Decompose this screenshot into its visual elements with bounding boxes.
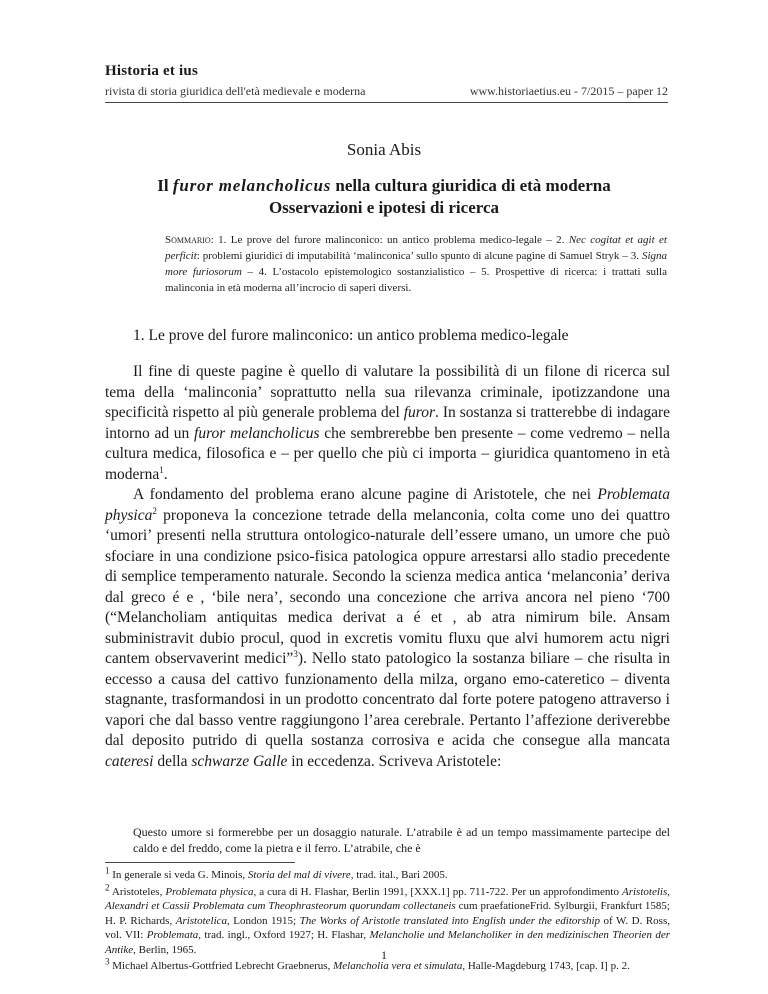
footnote-italic: Melancholie und Melancholiker in den medizinischen Theorien der Antike: [105, 929, 670, 956]
footnote-italic: Melancholia vera et simulata: [333, 960, 463, 972]
section-heading: 1. Le prove del furore malinconico: un antico problema medico-legale: [133, 327, 569, 344]
p1-text-c: che sembrerebbe ben presente – come vedremo – nella cultura medica, filosofica e – per quello che più ci importa – giuridica quantomeno in età moderna: [105, 424, 670, 483]
footnote-1: [105, 865, 670, 883]
footnote-text: , Halle-Magdeburg 1743, [cap. I] p. 2.: [462, 960, 630, 972]
page-number: 1: [381, 948, 387, 962]
p2-text-b: proponeva la concezione tetrade della melanconia, colta come uno dei quattro ‘umori’ presenti nella struttura ontologico-naturale dell’essere umano, un umore che può sfociare in una condizione psico-fisica patologica oppure arrestarsi allo stadio precedente di semplice temperamento naturale. Secondo la scienza medica antica ‘melanconia’ deriva dal greco é e , ‘bile nera’, secondo una concezione che arriva ancora nel pieno ‘700 (“Melancholiam antiquitas medica derivat a é et , ab atra nimirum bile. Ansam subministravit dubio procul, quod in excretis vomitu fluxu que alvi humorem actu nigri cantem observaverint medici”: [105, 506, 670, 667]
footnote-italic: Aristotelis, Alexandri et Cassii Problemata cum Theophrasteorum quorundam collectaneis: [105, 885, 670, 912]
header-divider: [105, 102, 668, 103]
paper-subtitle: Osservazioni e ipotesi di ricerca: [268, 198, 500, 217]
footnote-italic: The Works of Aristotle translated into English under the editorship: [299, 914, 601, 927]
abstract-text-3: – 4. L’ostacolo epistemologico sostanzialistico – 5. Prospettive di ricerca: i trattati sulla malinconia in età moderna all’incrocio di saperi diversi.: [165, 266, 667, 294]
footnote-ref-3[interactable]: 3: [293, 648, 298, 659]
footnote-divider: [105, 862, 295, 863]
title-suffix: nella cultura giuridica di età moderna: [331, 176, 611, 195]
paper-title: [0, 176, 768, 196]
abstract-italic-2: Signa more furiosorum: [165, 250, 667, 278]
footnote-text: cum praefationeFrid. Sylburgii, Frankfurt 1585; H. P. Richards,: [105, 900, 670, 927]
footnote-italic: Problemata physica: [165, 885, 254, 898]
footnote-number: 1: [105, 865, 110, 876]
title-prefix: Il: [157, 176, 173, 195]
body-text: [105, 362, 670, 772]
paragraph-1: [105, 362, 670, 485]
author-name: Sonia Abis: [346, 140, 422, 159]
block-quote: Questo umore si formerebbe per un dosaggio naturale. L’atrabile è ad un tempo massimamente partecipe del caldo e del freddo, come la pietra e il ferro. L’atrabile, che è: [133, 825, 670, 855]
p1-text-a: Il fine di queste pagine è quello di valutare la possibilità di un filone di ricerca sul tema della ‘malinconia’ soprattutto nella sua rilevanza criminale, ipotizzandone una specificità rispetto al più generale problema del: [105, 363, 670, 421]
p1-text-b: . In sostanza si tratterebbe di indagare intorno ad un: [105, 404, 670, 442]
abstract-text-1: : 1. Le prove del furore malinconico: un antico problema medico-legale – 2.: [210, 234, 569, 246]
abstract: [165, 232, 667, 296]
journal-info: www.historiaetius.eu - 7/2015 – paper 12: [469, 84, 668, 98]
footnote-ref-1[interactable]: 1: [159, 464, 164, 475]
footnote-2: [105, 881, 670, 958]
title-italic: furor melancholicus: [172, 176, 332, 195]
footnote-text: , London 1915;: [227, 914, 300, 927]
p2-italic-3: schwarze Galle: [191, 752, 288, 770]
footnote-text: Michael Albertus-Gottfried Lebrecht Graebnerus,: [109, 960, 334, 972]
footnote-italic: Problemata: [146, 929, 199, 941]
abstract-label: Sommario: [165, 234, 211, 246]
footnote-italic: Storia del mal di vivere: [247, 869, 351, 881]
abstract-italic-1: Nec cogitat et agit et perficit: [165, 234, 667, 262]
footnote-text: , trad. ingl., Oxford 1927; H. Flashar,: [198, 929, 370, 941]
paragraph-2: [105, 485, 670, 772]
p1-italic-2: furor melancholicus: [194, 424, 320, 442]
footnote-text: , a cura di H. Flashar, Berlin 1991, [XXX.1] pp. 711-722. Per un approfondimento: [253, 885, 622, 898]
p1-text-d: .: [163, 465, 168, 483]
footnote-ref-2[interactable]: 2: [152, 505, 157, 516]
p2-italic-2: cateresi: [105, 752, 154, 770]
p2-text-e: in eccedenza. Scriveva Aristotele:: [287, 752, 502, 770]
footnote-text: Aristoteles,: [109, 885, 166, 898]
footnote-text: , trad. ital., Bari 2005.: [350, 869, 448, 881]
footnote-number: 2: [105, 881, 110, 892]
footnote-text: of W. D. Ross, vol. VII:: [105, 914, 670, 941]
footnote-number: 3: [105, 956, 110, 967]
journal-name: Historia et ius: [105, 63, 198, 79]
abstract-text-2: : problemi giuridici di imputabilità ‘malinconica’ sullo spunto di alcune pagine di Samuel Stryk – 3.: [196, 250, 642, 262]
footnote-italic: Aristotelica: [175, 914, 228, 927]
journal-subtitle: rivista di storia giuridica dell'età medievale e moderna: [105, 84, 366, 98]
footnote-text: In generale si veda G. Minois,: [109, 869, 248, 881]
p2-text-c: ). Nello stato patologico la sostanza biliare – che risulta in eccesso a causa del cattivo funzionamento della milza, organo emo-cateretico – diventa stagnante, trasformandosi in un prodotto concentrato dal forte potere patogeno attraverso i vapori che dal basso ventre raggiungono l’area cerebrale. Pertanto l’affezione deriverebbe dal deposito putrido di quella sostanza corrosiva e acida che consegue alla mancata: [105, 650, 670, 749]
p2-text-a: A fondamento del problema erano alcune pagine di Aristotele, che nei: [133, 486, 598, 503]
p2-text-d: della: [153, 752, 192, 770]
p1-italic-1: furor: [403, 404, 436, 421]
footnote-text: , Berlin, 1965.: [133, 943, 197, 956]
p2-italic-1: Problemata physica: [105, 486, 670, 524]
